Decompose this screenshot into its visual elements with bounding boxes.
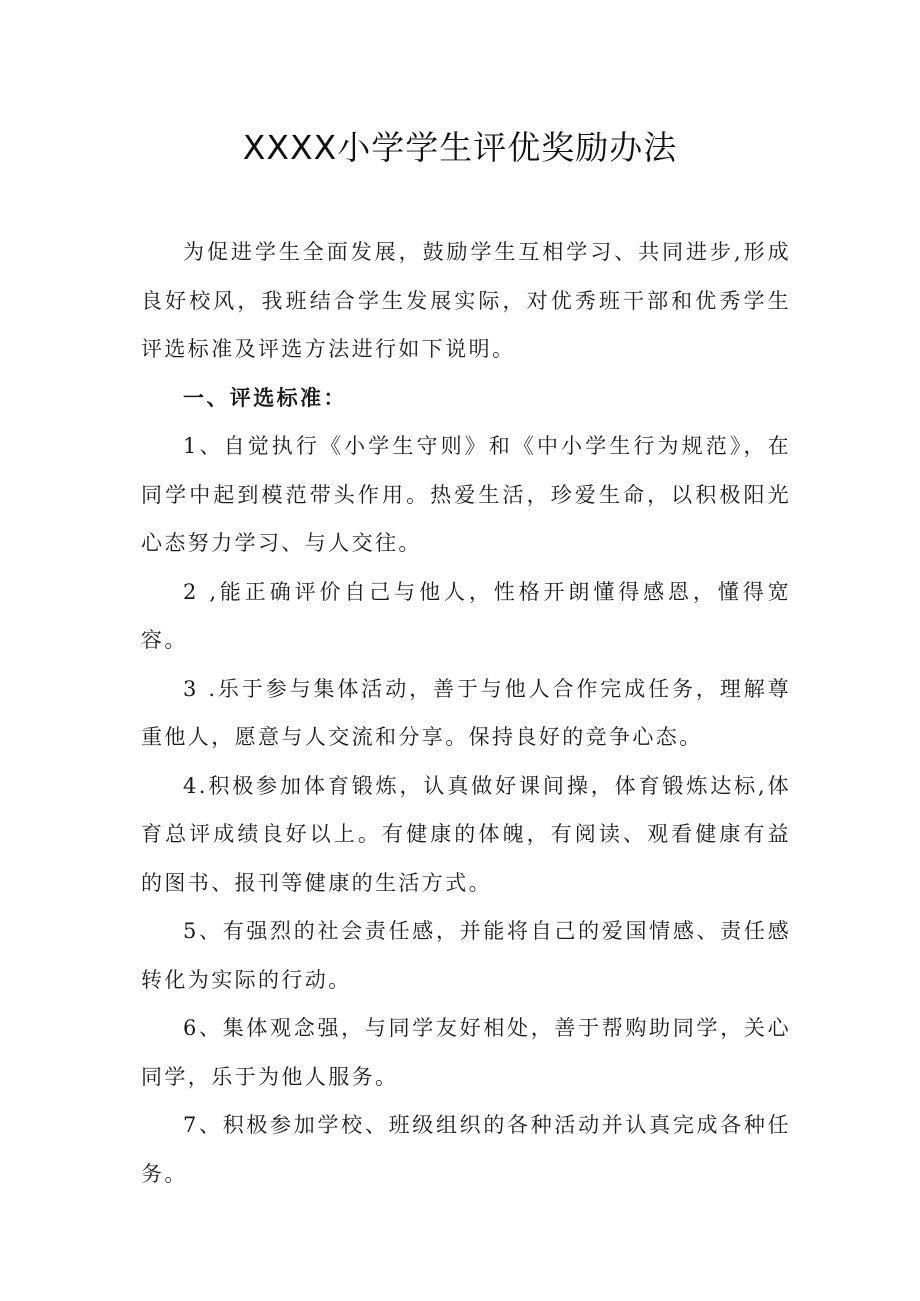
document-title: XXXX小学学生评优奖励办法 [242,128,678,167]
criteria-item-6: 6、集体观念强，与同学友好相处，善于帮购助同学，关心同学，乐于为他人服务。 [141,1016,791,1089]
criteria-item-5: 5、有强烈的社会责任感，并能将自己的爱国情感、责任感转化为实际的行动。 [141,919,791,992]
criteria-item-2: 2 ,能正确评价自己与他人，性格开朗懂得感恩，懂得宽容。 [141,579,791,652]
criteria-item-7: 7、积极参加学校、班级组织的各种活动并认真完成各种任务。 [141,1113,791,1186]
criteria-item-1: 1、自觉执行《小学生守则》和《中小学生行为规范》，在同学中起到模范带头作用。热爱生活，珍爱生命，以积极阳光心态努力学习、与人交往。 [141,434,791,555]
criteria-item-3: 3 .乐于参与集体活动，善于与他人合作完成任务，理解尊重他人，愿意与人交流和分享。保持良好的竞争心态。 [141,676,791,749]
intro-paragraph: 为促进学生全面发展，鼓励学生互相学习、共同进步,形成良好校风，我班结合学生发展实际，对优秀班干部和优秀学生评选标准及评选方法进行如下说明。 [141,240,791,361]
section-heading: 一、评选标准： [183,385,347,410]
criteria-item-4: 4.积极参加体育锻炼，认真做好课间操，体育锻炼达标,体育总评成绩良好以上。有健康的体魄，有阅读、观看健康有益的图书、报刊等健康的生活方式。 [141,773,791,895]
document-body [141,228,791,1198]
